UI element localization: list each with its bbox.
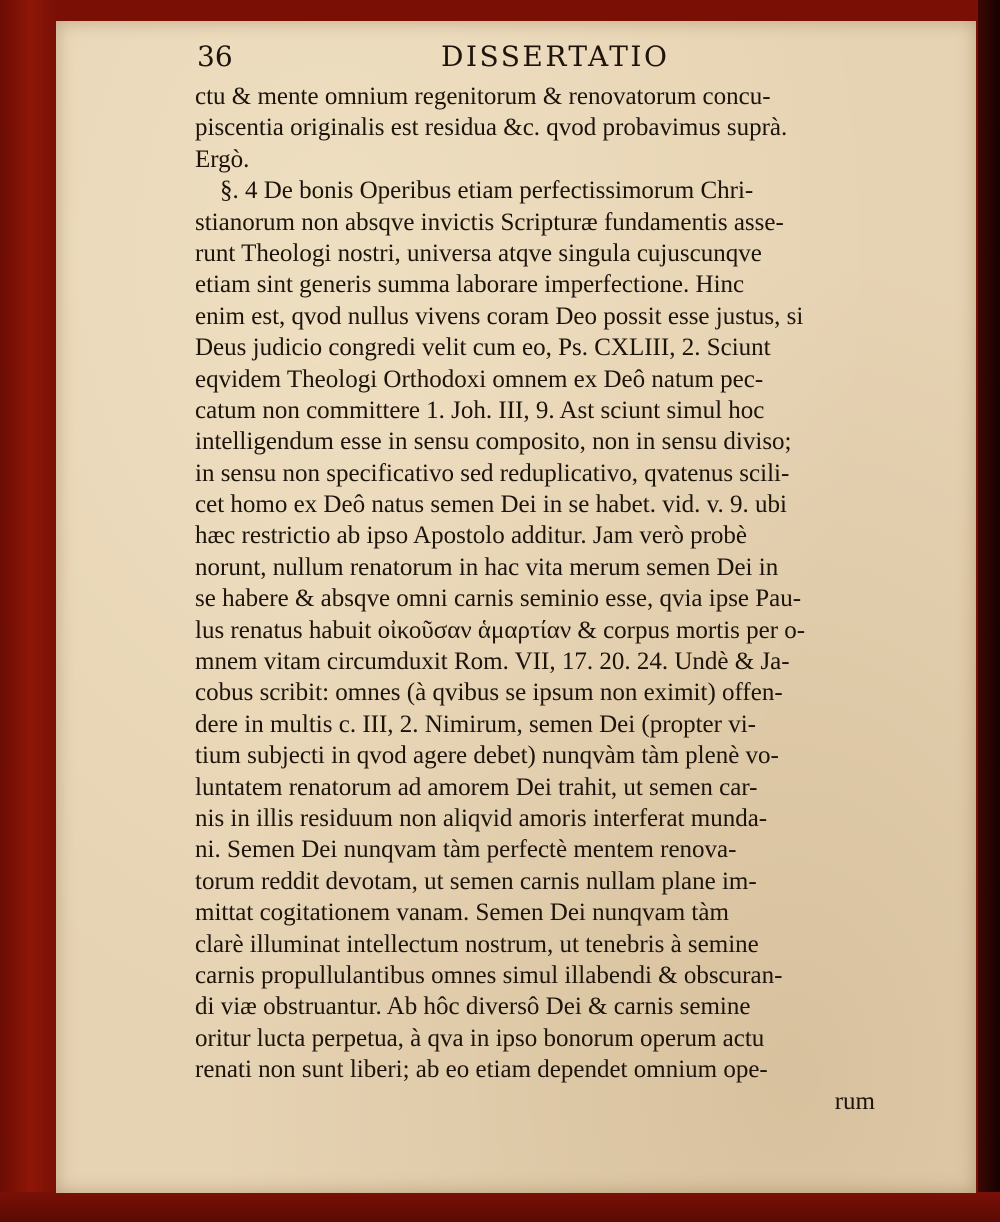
page-number: 36 xyxy=(197,40,233,73)
text-line: §. 4 De bonis Operibus etiam perfectissimorum Chri- xyxy=(195,177,754,205)
text-line: lus renatus habuit οἰκοῦσαν ἁμαρτίαν & corpus mortis per o- xyxy=(195,616,806,644)
text-line: intelligendum esse in sensu composito, non in sensu diviso; xyxy=(195,428,792,456)
text-line: clarè illuminat intellectum nostrum, ut tenebris à semine xyxy=(195,930,759,958)
text-line: se habere & absqve omni carnis seminio esse, qvia ipse Pau- xyxy=(195,585,802,613)
text-line: luntatem renatorum ad amorem Dei trahit, ut semen car- xyxy=(195,773,758,801)
running-title: DISSERTATIO xyxy=(441,40,670,73)
text-line: oritur lucta perpetua, à qva in ipso bonorum operum actu xyxy=(195,1024,765,1052)
text-line: cet homo ex Deô natus semen Dei in se habet. vid. v. 9. ubi xyxy=(195,491,787,519)
catchword: rum xyxy=(834,1087,875,1115)
text-line: mnem vitam circumduxit Rom. VII, 17. 20. 24. Undè & Ja- xyxy=(195,648,790,676)
text-line: stianorum non absqve invictis Scripturæ fundamentis asse- xyxy=(195,208,784,236)
text-line: runt Theologi nostri, universa atqve singula cujuscunqve xyxy=(195,239,762,267)
text-line: in sensu non specificativo sed reduplicativo, qvatenus scili- xyxy=(195,459,790,487)
text-line: ni. Semen Dei nunqvam tàm perfectè mentem renova- xyxy=(195,836,737,864)
text-line: carnis propullulantibus omnes simul illabendi & obscuran- xyxy=(195,961,783,989)
text-line: cobus scribit: omnes (à qvibus se ipsum non eximit) offen- xyxy=(195,679,783,707)
text-line: ctu & mente omnium regenitorum & renovatorum concu- xyxy=(195,83,771,110)
text-line: tium subjecti in qvod agere debet) nunqvàm tàm plenè vo- xyxy=(195,742,779,770)
text-line: renati non sunt liberi; ab eo etiam dependet omnium ope- xyxy=(195,1056,768,1084)
text-line: dere in multis c. III, 2. Nimirum, semen Dei (propter vi- xyxy=(195,710,756,738)
book-binding-bottom-edge xyxy=(0,1192,1000,1222)
body-text xyxy=(195,81,875,1117)
text-line: norunt, nullum renatorum in hac vita merum semen Dei in xyxy=(195,553,779,581)
text-line: piscentia originalis est residua &c. qvod probavimus suprà. xyxy=(195,114,788,142)
text-line: Ergò. xyxy=(195,145,250,173)
text-line: catum non committere 1. Joh. III, 9. Ast sciunt simul hoc xyxy=(195,396,765,424)
text-line: nis in illis residuum non aliqvid amoris interferat munda- xyxy=(195,804,768,832)
text-line: torum reddit devotam, ut semen carnis nullam plane im- xyxy=(195,867,757,895)
text-line: hæc restrictio ab ipso Apostolo additur. Jam verò probè xyxy=(195,522,747,550)
text-line: etiam sint generis summa laborare imperfectione. Hinc xyxy=(195,271,745,299)
text-line: di viæ obstruantur. Ab hôc diversô Dei & carnis semine xyxy=(195,993,751,1021)
book-binding-right-edge xyxy=(978,0,1000,1222)
text-line: Deus judicio congredi velit cum eo, Ps. CXLIII, 2. Sciunt xyxy=(195,334,771,362)
text-line: enim est, qvod nullus vivens coram Deo possit esse justus, si xyxy=(195,302,804,330)
text-line: mittat cogitationem vanam. Semen Dei nunqvam tàm xyxy=(195,899,729,927)
book-binding-left-edge xyxy=(0,0,55,1222)
text-line: eqvidem Theologi Orthodoxi omnem ex Deô natum pec- xyxy=(195,365,764,393)
